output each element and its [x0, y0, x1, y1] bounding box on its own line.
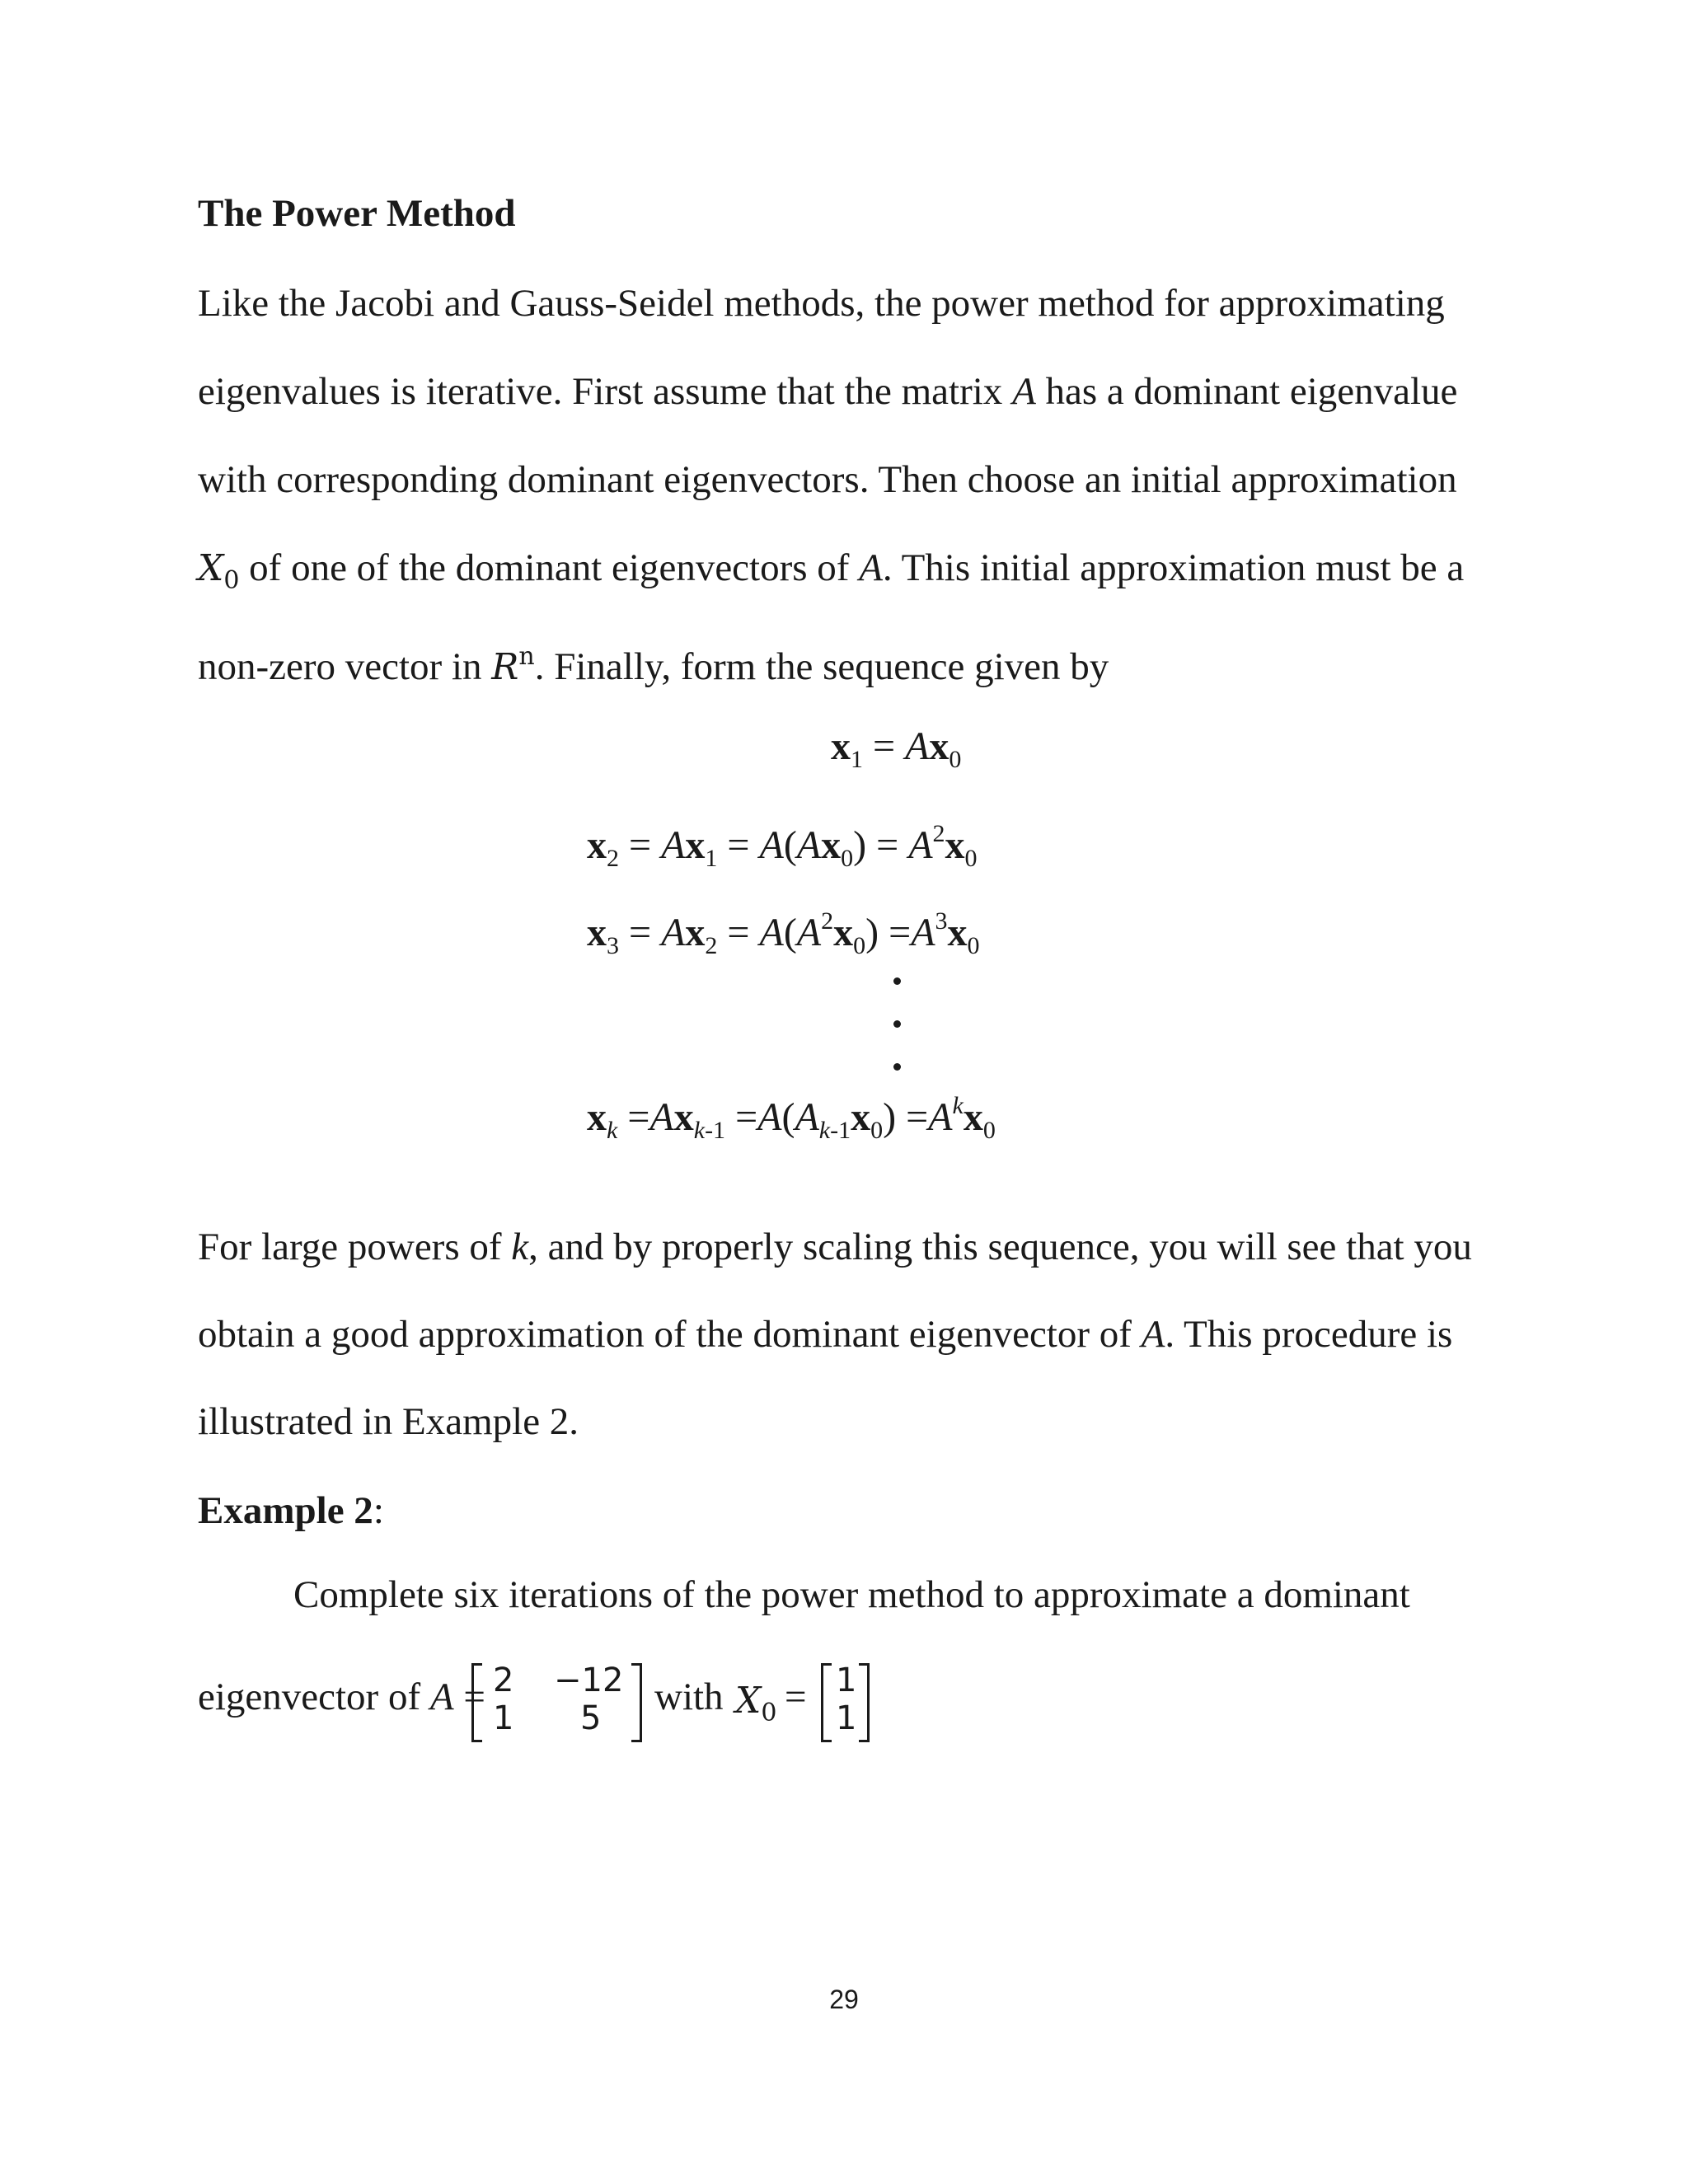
with-text: with — [654, 1675, 724, 1718]
eq1-rhs: = $Ax_0$ — [873, 724, 962, 773]
page-number: 29 — [829, 1985, 859, 2014]
example-line-2-text: eigenvector of — [198, 1675, 421, 1718]
intro-line-2-tail: has a dominant eigenvalue — [1045, 370, 1458, 413]
intro-line-4-tail: . This initial approximation must be a — [882, 546, 1465, 589]
eq1-lhs-sub: 1 — [851, 746, 863, 773]
para2-line-1-tail: , and by properly scaling this sequence, you will see that you — [528, 1226, 1472, 1268]
matrix-a-r2c2: 5 — [580, 1699, 602, 1737]
ellipsis-dot-1 — [893, 977, 901, 985]
n-superscript: n — [518, 642, 535, 671]
matrix-a-r1c1: 2 — [493, 1661, 514, 1699]
section-heading: The Power Method — [198, 192, 516, 235]
matrix-a-left-bracket — [471, 1663, 482, 1742]
ellipsis-dot-2 — [893, 1020, 901, 1028]
example-label-colon: : — [373, 1489, 384, 1532]
intro-line-2-text: eigenvalues is iterative. First assume that the matrix — [198, 370, 1003, 413]
x0-example-subscript: 0 — [761, 1699, 777, 1727]
r-letter: R — [491, 646, 519, 688]
para2-line-2-tail: . This procedure is — [1165, 1313, 1453, 1356]
matrix-a-r1c2: −12 — [554, 1661, 624, 1699]
intro-line-4-text: of one of the dominant eigenvectors of — [249, 546, 850, 589]
example-line-2-prefix — [198, 1675, 485, 1718]
matrix-symbol-a-3: A — [1141, 1313, 1165, 1356]
equals-sign: = — [463, 1675, 485, 1718]
intro-line-5-tail: . Finally, form the sequence given by — [534, 645, 1109, 688]
example-label-text: Example 2 — [198, 1489, 373, 1532]
x0-example-letter: X — [735, 1680, 762, 1722]
x0-symbol-example — [735, 1680, 776, 1727]
intro-line-5 — [198, 637, 1109, 687]
matrix-a-right-bracket — [631, 1663, 642, 1742]
ellipsis-dot-3 — [893, 1063, 901, 1071]
para2-line-1 — [198, 1228, 1472, 1267]
eq1-lhs: x — [831, 724, 851, 768]
matrix-symbol-a-2: A — [859, 546, 883, 589]
vector-x0-r2: 1 — [836, 1699, 857, 1737]
vector-x0-right-bracket — [859, 1663, 870, 1742]
matrix-symbol-a-4: A — [429, 1675, 454, 1718]
intro-line-5-text: non-zero vector in — [198, 645, 482, 688]
vector-x0-r1: 1 — [836, 1661, 857, 1699]
x0-symbol — [198, 547, 240, 595]
intro-line-1: Like the Jacobi and Gauss-Seidel methods, the power method for approximating — [198, 282, 1445, 325]
equation-xk: $x_k =Ax_{k-1} =A(A_{k-1}x_0) =A^kx_0$ — [587, 1092, 996, 1144]
matrix-symbol-a: A — [1012, 370, 1036, 413]
intro-line-4 — [198, 546, 1465, 600]
x0-letter: X — [198, 547, 224, 589]
matrix-a-r2c1: 1 — [493, 1699, 514, 1737]
equals-sign-2: = — [785, 1675, 807, 1718]
rn-symbol — [491, 642, 535, 688]
equation-x1 — [831, 724, 962, 780]
equation-x2: $x_2 = Ax_1 = A(Ax_0) = A^2x_0$ — [587, 820, 978, 872]
vector-x0-left-bracket — [821, 1663, 832, 1742]
k-symbol: k — [511, 1226, 529, 1268]
para2-line-3: illustrated in Example 2. — [198, 1400, 579, 1443]
intro-line-2 — [198, 370, 1458, 413]
x0-subscript: 0 — [223, 566, 240, 595]
para2-line-2 — [198, 1315, 1452, 1354]
para2-line-1-text: For large powers of — [198, 1226, 502, 1268]
para2-line-2-text: obtain a good approximation of the dominant eigenvector of — [198, 1313, 1132, 1356]
example-line-1: Complete six iterations of the power method to approximate a dominant — [293, 1573, 1410, 1616]
equation-x3: $x_3 = Ax_2 = A(A^2x_0) =A^3x_0$ — [587, 907, 980, 959]
example-label — [198, 1488, 384, 1533]
intro-line-3: with corresponding dominant eigenvectors. Then choose an initial approximation — [198, 458, 1457, 501]
